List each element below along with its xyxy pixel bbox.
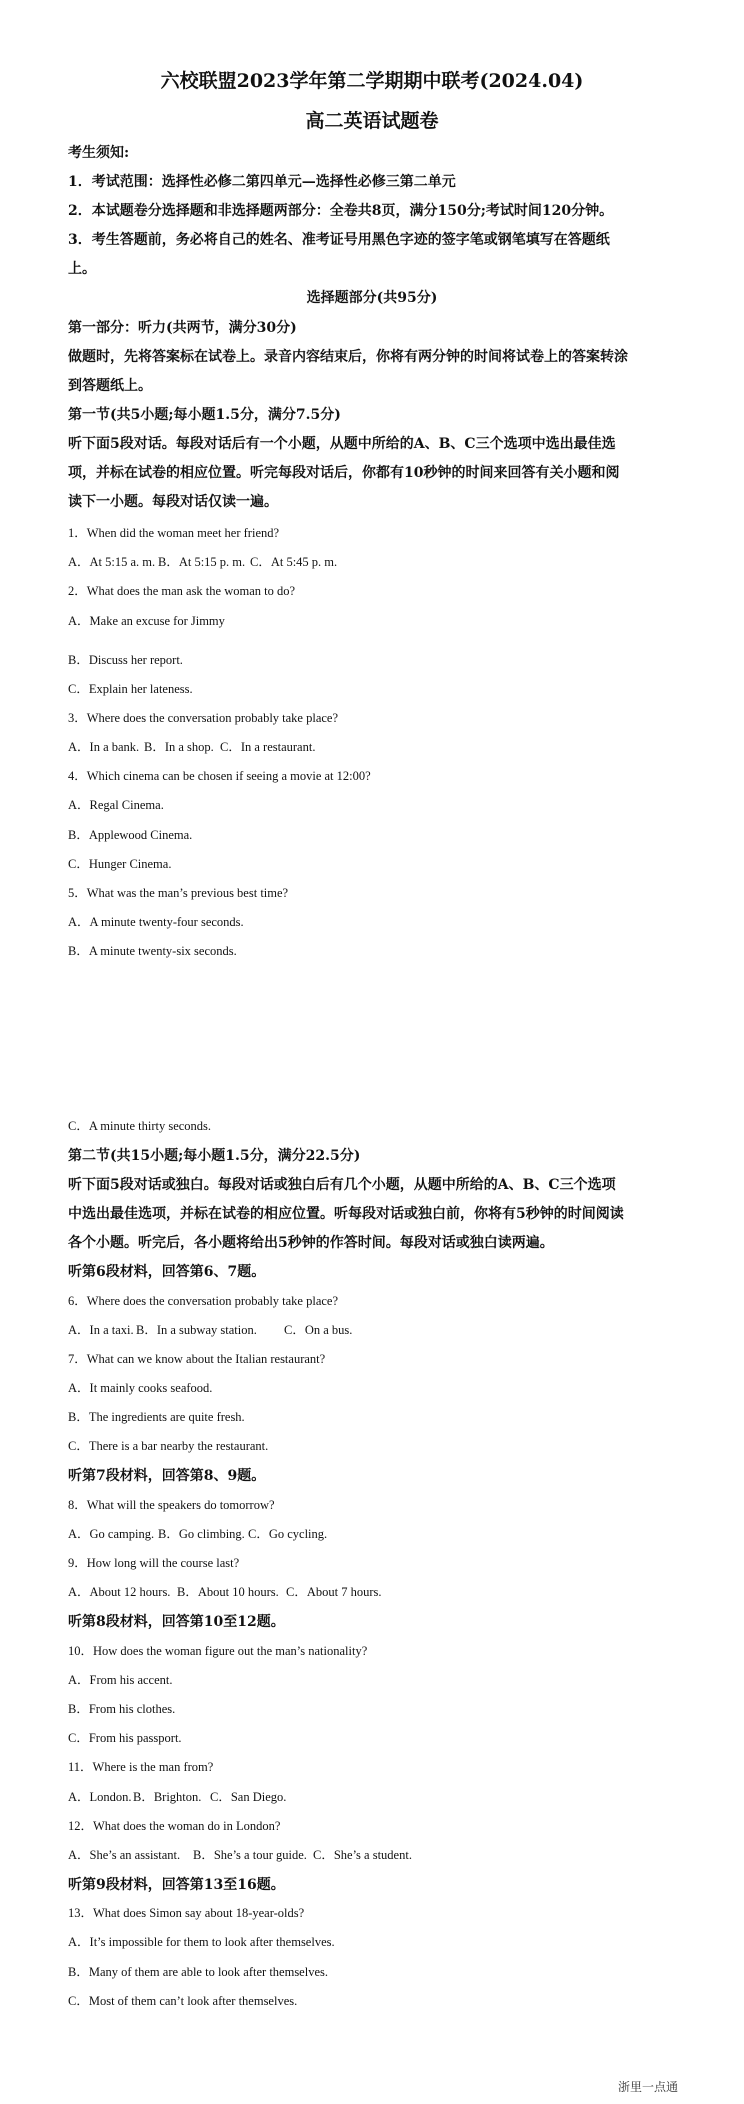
option-b: B．The ingredients are quite fresh.	[68, 1410, 245, 1424]
option-c: C．She’s a student.	[313, 1848, 412, 1862]
option-c: C．A minute thirty seconds.	[68, 1119, 212, 1133]
notice-item: 上。	[68, 261, 96, 277]
question-9: 9．How long will the course last?	[68, 1556, 240, 1570]
option-c: C．On a bus.	[284, 1323, 353, 1337]
option-c: C．San Diego.	[210, 1790, 287, 1804]
option-a: A．Go camping.	[68, 1527, 155, 1541]
option-c: C．There is a bar nearby the restaurant.	[68, 1439, 269, 1453]
option-a: A．In a taxi.	[68, 1323, 134, 1337]
notice-heading: 考生须知:	[68, 145, 130, 161]
option-b: B．A minute twenty-six seconds.	[68, 944, 237, 958]
option-c: C．At 5:45 p. m.	[250, 555, 338, 569]
option-a: A．It’s impossible for them to look after themselves.	[68, 1935, 335, 1949]
question-11: 11．Where is the man from?	[68, 1760, 214, 1774]
notice-item: 2．本试题卷分选择题和非选择题两部分：全卷共8页，满分150分;考试时间120分钟。	[68, 203, 614, 219]
option-c: C．From his passport.	[68, 1731, 182, 1745]
part1-title: 第一部分：听力(共两节，满分30分)	[68, 320, 297, 336]
question-5: 5．What was the man’s previous best time?	[68, 886, 289, 900]
part1-instruction: 做题时，先将答案标在试卷上。录音内容结束后，你将有两分钟的时间将试卷上的答案转涂	[68, 349, 628, 365]
option-b: B．From his clothes.	[68, 1702, 176, 1716]
option-a: A．Make an excuse for Jimmy	[68, 614, 225, 628]
question-2: 2．What does the man ask the woman to do?	[68, 584, 296, 598]
question-3-options	[68, 737, 688, 755]
question-8: 8．What will the speakers do tomorrow?	[68, 1498, 275, 1512]
option-a: A．From his accent.	[68, 1673, 173, 1687]
notice-item: 3．考生答题前，务必将自己的姓名、准考证号用黑色字迹的签字笔或钢笔填写在答题纸	[68, 232, 610, 248]
question-10: 10．How does the woman figure out the man’s nationality?	[68, 1644, 368, 1658]
option-b: B．About 10 hours.	[177, 1585, 279, 1599]
option-b: B．At 5:15 p. m.	[158, 555, 246, 569]
section1-instruction: 读下一小题。每段对话仅读一遍。	[68, 494, 278, 510]
option-c: C．Explain her lateness.	[68, 682, 193, 696]
option-c: C．About 7 hours.	[286, 1585, 382, 1599]
option-b: B．In a shop.	[144, 740, 214, 754]
section2-title: 第二节(共15小题;每小题1.5分，满分22.5分)	[68, 1148, 361, 1164]
section1-title: 第一节(共5小题;每小题1.5分，满分7.5分)	[68, 407, 341, 423]
group-heading: 听第6段材料，回答第6、7题。	[68, 1264, 266, 1280]
option-b: B．Go climbing.	[158, 1527, 245, 1541]
option-a: A．A minute twenty-four seconds.	[68, 915, 244, 929]
question-8-options	[68, 1524, 688, 1542]
option-a: A．About 12 hours.	[68, 1585, 171, 1599]
footer-watermark: 浙里一点通	[617, 2080, 678, 2094]
question-9-options	[68, 1582, 688, 1600]
question-7: 7．What can we know about the Italian restaurant?	[68, 1352, 326, 1366]
option-b: B．Discuss her report.	[68, 653, 183, 667]
option-a: A．In a bank.	[68, 740, 140, 754]
question-12-options	[68, 1845, 688, 1863]
exam-title: 六校联盟2023学年第二学期期中联考(2024.04)	[160, 70, 584, 92]
option-a: A．It mainly cooks seafood.	[68, 1381, 213, 1395]
option-c: C．In a restaurant.	[220, 740, 316, 754]
question-4: 4．Which cinema can be chosen if seeing a movie at 12:00?	[68, 769, 371, 783]
option-a: A．She’s an assistant.	[68, 1848, 181, 1862]
option-b: B．Brighton.	[133, 1790, 202, 1804]
section2-instruction: 中选出最佳选项，并标在试卷的相应位置。听每段对话或独白前，你将有5秒钟的时间阅读	[68, 1206, 624, 1222]
section-title: 选择题部分(共95分)	[306, 290, 438, 306]
option-c: C．Hunger Cinema.	[68, 857, 172, 871]
question-1: 1．When did the woman meet her friend?	[68, 526, 280, 540]
group-heading: 听第7段材料，回答第8、9题。	[68, 1468, 266, 1484]
group-heading: 听第8段材料，回答第10至12题。	[68, 1614, 285, 1630]
question-12: 12．What does the woman do in London?	[68, 1819, 281, 1833]
section2-instruction: 各个小题。听完后，各小题将给出5秒钟的作答时间。每段对话或独白读两遍。	[68, 1235, 554, 1251]
section2-instruction: 听下面5段对话或独白。每段对话或独白后有几个小题，从题中所给的A、B、C三个选项	[68, 1177, 616, 1193]
option-b: B．Many of them are able to look after themselves.	[68, 1965, 328, 1979]
section1-instruction: 项，并标在试卷的相应位置。听完每段对话后，你都有10秒钟的时间来回答有关小题和阅	[68, 465, 620, 481]
section1-instruction: 听下面5段对话。每段对话后有一个小题，从题中所给的A、B、C三个选项中选出最佳选	[68, 436, 616, 452]
question-3: 3．Where does the conversation probably take place?	[68, 711, 339, 725]
option-c: C．Most of them can’t look after themselves.	[68, 1994, 298, 2008]
option-a: A．Regal Cinema.	[68, 798, 164, 812]
option-a: A．At 5:15 a. m.	[68, 555, 156, 569]
option-b: B．She’s a tour guide.	[193, 1848, 307, 1862]
exam-subtitle: 高二英语试题卷	[305, 110, 439, 132]
question-13: 13．What does Simon say about 18-year-olds?	[68, 1906, 305, 1920]
option-b: B．In a subway station.	[136, 1323, 257, 1337]
part1-instruction: 到答题纸上。	[68, 378, 152, 394]
option-b: B．Applewood Cinema.	[68, 828, 193, 842]
option-c: C．Go cycling.	[248, 1527, 328, 1541]
question-11-options	[68, 1787, 688, 1805]
group-heading: 听第9段材料，回答第13至16题。	[68, 1877, 285, 1893]
notice-item: 1．考试范围：选择性必修二第四单元—选择性必修三第二单元	[68, 174, 456, 190]
question-6-options	[68, 1320, 688, 1338]
question-6: 6．Where does the conversation probably take place?	[68, 1294, 339, 1308]
question-1-options	[68, 552, 688, 570]
option-a: A．London.	[68, 1790, 132, 1804]
